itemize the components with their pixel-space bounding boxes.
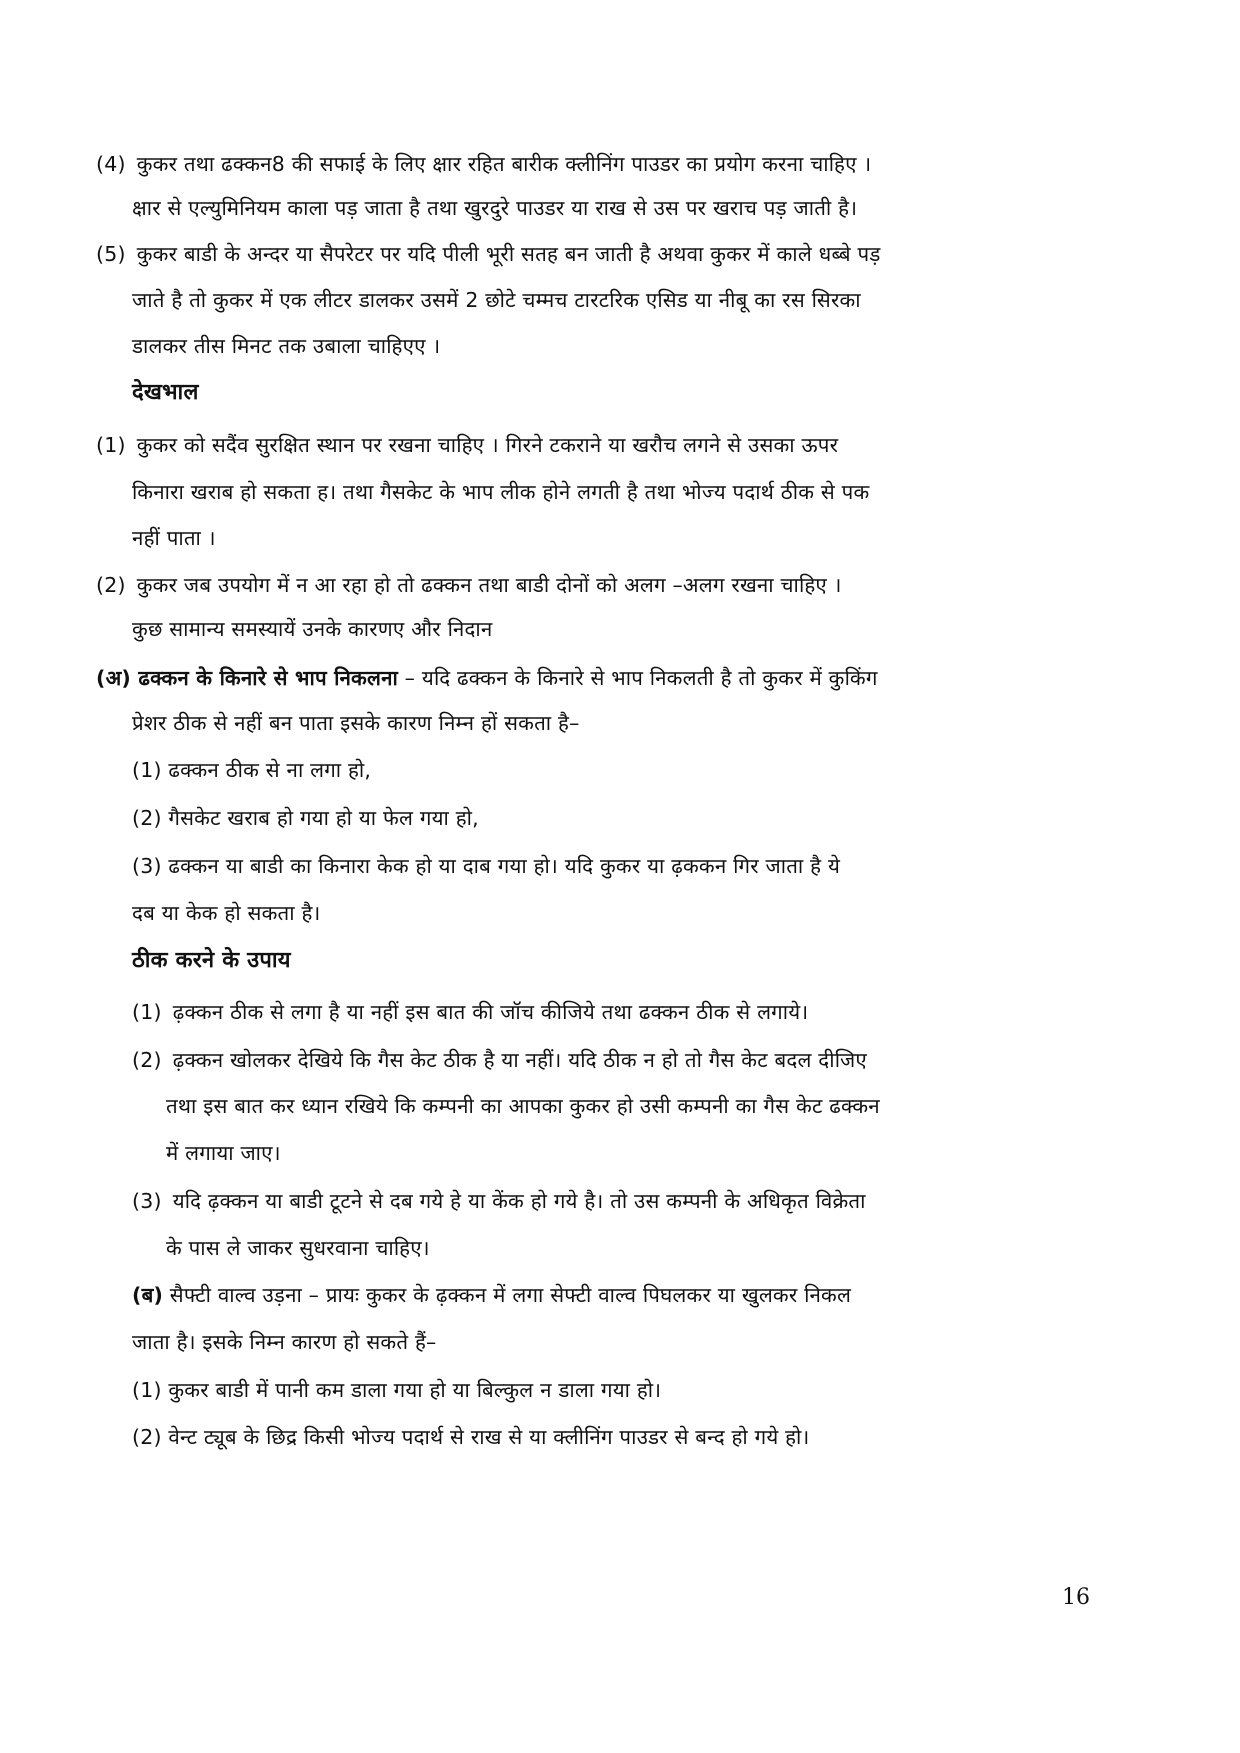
remedy-1-number: (1): [132, 1000, 162, 1024]
section-a-line-2: प्रेशर ठीक से नहीं बन पाता इसके कारण निम्न हों सकता है–: [132, 711, 580, 735]
section-b-line-1: [132, 1275, 851, 1315]
care-1-number: (1): [96, 433, 126, 457]
remedy-2-line-2: तथा इस बात कर ध्यान रखिये कि कम्पनी का आपका कुकर हो उसी कम्पनी का गैस केट ढक्कन: [166, 1094, 880, 1118]
cause-b-1: (1) कुकर बाडी में पानी कम डाला गया हो या बिल्कुल न डाला गया हो।: [132, 1378, 662, 1402]
heading-care: देखभाल: [132, 380, 199, 405]
care-1-text: कुकर को सदैंव सुरक्षित स्थान पर रखना चाहिए । गिरने टकराने या खरौच लगने से उसका ऊपर: [136, 433, 839, 457]
remedy-2-number: (2): [132, 1048, 162, 1072]
remedy-3-number: (3): [132, 1189, 162, 1213]
care-1-line-1: [96, 425, 838, 465]
remedy-2-line-3: में लगाया जाए।: [166, 1141, 281, 1165]
heading-remedy: ठीक करने के उपाय: [132, 948, 291, 973]
para-4-text: कुकर तथा ढक्कन8 की सफाई के लिए क्षार रहित बारीक क्लीनिंग पाउडर का प्रयोग करना चाहिए ।: [136, 152, 872, 176]
section-b-text: सैफ्टी वाल्व उड़ना – प्रायः कुकर के ढ़क्कन में लगा सेफ्टी वाल्व पिघलकर या खुलकर निकल: [163, 1283, 852, 1307]
para-4-line-1: [96, 144, 871, 184]
care-2-number: (2): [96, 573, 126, 597]
para-5-line-1: [96, 234, 881, 274]
section-b-label: (ब): [132, 1283, 164, 1307]
remedy-1-line-1: [132, 992, 808, 1032]
para-5-number: (5): [96, 242, 126, 266]
section-a-line-1: [96, 658, 878, 698]
para-5-text: कुकर बाडी के अन्दर या सैपरेटर पर यदि पीली भूरी सतह बन जाती है अथवा कुकर में काले धब्बे पड़: [136, 242, 881, 266]
remedy-1-text: ढ़क्कन ठीक से लगा है या नहीं इस बात की जॉच कीजिये तथा ढक्कन ठीक से लगाये।: [172, 1000, 809, 1024]
section-a-label: (अ) ढक्कन के किनारे से भाप निकलना: [96, 666, 398, 690]
care-1-line-3: नहीं पाता ।: [132, 526, 216, 550]
cause-a-3-line-2: दब या केक हो सकता है।: [132, 901, 321, 925]
remedy-2-line-1: [132, 1040, 867, 1080]
section-a-text: – यदि ढक्कन के किनारे से भाप निकलती है तो कुकर में कुकिंग: [397, 666, 878, 690]
remedy-3-line-1: [132, 1181, 866, 1221]
cause-a-2: (2) गैसकेट खराब हो गया हो या फेल गया हो,: [132, 806, 479, 830]
cause-a-3-line-1: (3) ढक्कन या बाडी का किनारा केक हो या दाब गया हो। यदि कुकर या ढ़ककन गिर जाता है ये: [132, 854, 841, 878]
para-5-line-2: जाते है तो कुकर में एक लीटर डालकर उसमें 2 छोटे चम्मच टारटरिक एसिड या नीबू का रस सिरका: [132, 288, 861, 312]
remedy-2-text: ढ़क्कन खोलकर देखिये कि गैस केट ठीक है या नहीं। यदि ठीक न हो तो गैस केट बदल दीजिए: [172, 1048, 867, 1072]
para-5-line-3: डालकर तीस मिनट तक उबाला चाहिएए ।: [132, 334, 441, 358]
care-2-line-1: [96, 565, 842, 605]
care-2-text: कुकर जब उपयोग में न आ रहा हो तो ढक्कन तथा बाडी दोनों को अलग –अलग रखना चाहिए ।: [136, 573, 842, 597]
para-4-number: (4): [96, 152, 126, 176]
care-1-line-2: किनारा खराब हो सकता ह। तथा गैसकेट के भाप लीक होने लगती है तथा भोज्य पदार्थ ठीक से पक: [132, 480, 870, 504]
cause-b-2: (2) वेन्ट ट्यूब के छिद्र किसी भोज्य पदार्थ से राख से या क्लीनिंग पाउडर से बन्द हो गये हो।: [132, 1425, 810, 1449]
remedy-3-line-2: के पास ले जाकर सुधरवाना चाहिए।: [166, 1236, 430, 1260]
care-2-line-2: कुछ सामान्य समस्यायें उनके कारणए और निदान: [132, 617, 493, 641]
page-number: 16: [1062, 1585, 1090, 1610]
section-b-line-2: जाता है। इसके निम्न कारण हो सकते हैं–: [132, 1330, 437, 1354]
para-4-line-2: क्षार से एल्युमिनियम काला पड़ जाता है तथा खुरदुरे पाउडर या राख से उस पर खराच पड़ जाती है।: [132, 196, 858, 220]
cause-a-1: (1) ढक्कन ठीक से ना लगा हो,: [132, 758, 372, 782]
remedy-3-text: यदि ढ़क्कन या बाडी टूटने से दब गये हे या केंक हो गये है। तो उस कम्पनी के अधिकृत विक्रेता: [172, 1189, 866, 1213]
